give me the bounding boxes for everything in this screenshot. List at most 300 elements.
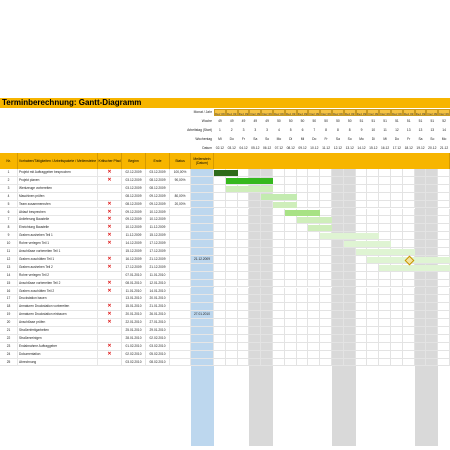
timeline-grid-cell[interactable]: [261, 201, 273, 209]
timeline-grid-cell[interactable]: [261, 256, 273, 264]
timeline-grid-cell[interactable]: [356, 256, 368, 264]
timeline-grid-cell[interactable]: [320, 272, 332, 280]
task-row[interactable]: [0, 359, 450, 367]
timeline-grid-cell[interactable]: [367, 359, 379, 367]
timeline-grid-cell[interactable]: [297, 303, 309, 311]
timeline-grid-cell[interactable]: [308, 311, 320, 319]
task-begin-cell[interactable]: 09.12.2009: [122, 216, 146, 224]
timeline-grid-cell[interactable]: [226, 359, 238, 367]
timeline-grid-cell[interactable]: [379, 351, 391, 359]
timeline-grid-cell[interactable]: [356, 216, 368, 224]
timeline-grid-cell[interactable]: [403, 295, 415, 303]
task-begin-cell[interactable]: 03.12.2009: [122, 177, 146, 185]
timeline-grid-cell[interactable]: [426, 177, 438, 185]
timeline-grid-cell[interactable]: [438, 311, 450, 319]
timeline-grid-cell[interactable]: [426, 327, 438, 335]
timeline-grid-cell[interactable]: [214, 351, 226, 359]
timeline-grid-cell[interactable]: [332, 272, 344, 280]
col-task-header[interactable]: Vorhaben/Tätigkeiten / Arbeitspakete / Meilensteine: [18, 153, 98, 169]
timeline-grid-cell[interactable]: [391, 351, 403, 359]
timeline-grid-cell[interactable]: [320, 319, 332, 327]
task-name-cell[interactable]: Graben zuschütten Teil 1: [18, 256, 98, 264]
timeline-grid-cell[interactable]: [214, 335, 226, 343]
timeline-grid-cell[interactable]: [226, 193, 238, 201]
task-status-cell[interactable]: [170, 343, 191, 351]
task-ms-cell[interactable]: 27.01.2010: [191, 311, 214, 319]
timeline-grid-cell[interactable]: [391, 359, 403, 367]
task-end-cell[interactable]: 26.01.2010: [146, 311, 170, 319]
timeline-grid-cell[interactable]: [379, 177, 391, 185]
timeline-grid-cell[interactable]: [273, 232, 285, 240]
timeline-grid-cell[interactable]: [332, 319, 344, 327]
task-crit-cell[interactable]: [98, 272, 122, 280]
timeline-grid-cell[interactable]: [285, 295, 297, 303]
timeline-grid-cell[interactable]: [391, 232, 403, 240]
task-name-cell[interactable]: Werkzeuge vorbereiten: [18, 185, 98, 193]
timeline-grid-cell[interactable]: [438, 201, 450, 209]
task-begin-cell[interactable]: 15.12.2009: [122, 248, 146, 256]
timeline-grid-cell[interactable]: [332, 288, 344, 296]
task-row[interactable]: [0, 193, 450, 201]
timeline-grid-cell[interactable]: [415, 216, 427, 224]
task-begin-cell[interactable]: 03.02.2010: [122, 359, 146, 367]
timeline-grid-cell[interactable]: [367, 295, 379, 303]
timeline-grid-cell[interactable]: [297, 295, 309, 303]
timeline-grid-cell[interactable]: [261, 359, 273, 367]
timeline-grid-cell[interactable]: [308, 288, 320, 296]
task-ms-cell[interactable]: [191, 209, 214, 217]
timeline-grid-cell[interactable]: [308, 232, 320, 240]
timeline-grid-cell[interactable]: [367, 272, 379, 280]
task-begin-cell[interactable]: 10.12.2009: [122, 224, 146, 232]
timeline-grid-cell[interactable]: [226, 248, 238, 256]
timeline-grid-cell[interactable]: [403, 343, 415, 351]
timeline-grid-cell[interactable]: [214, 359, 226, 367]
task-crit-cell[interactable]: [98, 327, 122, 335]
timeline-grid-cell[interactable]: [426, 240, 438, 248]
timeline-grid-cell[interactable]: [356, 327, 368, 335]
timeline-grid-cell[interactable]: [273, 185, 285, 193]
timeline-grid-cell[interactable]: [297, 201, 309, 209]
timeline-grid-cell[interactable]: [332, 201, 344, 209]
timeline-grid-cell[interactable]: [273, 169, 285, 177]
timeline-grid-cell[interactable]: [379, 209, 391, 217]
task-nr-cell[interactable]: 14: [0, 272, 18, 280]
task-ms-cell[interactable]: [191, 280, 214, 288]
timeline-grid-cell[interactable]: [285, 343, 297, 351]
task-crit-cell[interactable]: ✕: [98, 343, 122, 351]
timeline-grid-cell[interactable]: [261, 327, 273, 335]
task-crit-cell[interactable]: ✕: [98, 232, 122, 240]
task-end-cell[interactable]: 09.12.2009: [146, 201, 170, 209]
task-name-cell[interactable]: Armaturen Druckstation vorbereiten: [18, 303, 98, 311]
task-begin-cell[interactable]: 14.12.2009: [122, 240, 146, 248]
timeline-grid-cell[interactable]: [273, 335, 285, 343]
task-ms-cell[interactable]: [191, 327, 214, 335]
timeline-grid-cell[interactable]: [214, 185, 226, 193]
timeline-grid-cell[interactable]: [415, 272, 427, 280]
task-nr-cell[interactable]: 21: [0, 327, 18, 335]
timeline-grid-cell[interactable]: [426, 319, 438, 327]
task-status-cell[interactable]: 100,00%: [170, 169, 191, 177]
task-ms-cell[interactable]: 21.12.2009: [191, 256, 214, 264]
timeline-grid-cell[interactable]: [332, 193, 344, 201]
timeline-grid-cell[interactable]: [249, 288, 261, 296]
timeline-grid-cell[interactable]: [415, 248, 427, 256]
timeline-grid-cell[interactable]: [415, 295, 427, 303]
timeline-grid-cell[interactable]: [226, 256, 238, 264]
timeline-grid-cell[interactable]: [273, 343, 285, 351]
task-row[interactable]: [0, 351, 450, 359]
task-crit-cell[interactable]: ✕: [98, 240, 122, 248]
timeline-grid-cell[interactable]: [226, 272, 238, 280]
timeline-grid-cell[interactable]: [344, 256, 356, 264]
task-begin-cell[interactable]: 08.12.2009: [122, 193, 146, 201]
task-row[interactable]: [0, 224, 450, 232]
timeline-grid-cell[interactable]: [367, 185, 379, 193]
timeline-grid-cell[interactable]: [403, 272, 415, 280]
task-end-cell[interactable]: 17.12.2009: [146, 240, 170, 248]
task-status-cell[interactable]: 20,00%: [170, 201, 191, 209]
timeline-grid-cell[interactable]: [214, 288, 226, 296]
timeline-grid-cell[interactable]: [344, 177, 356, 185]
timeline-grid-cell[interactable]: [438, 335, 450, 343]
task-name-cell[interactable]: Projekt planen: [18, 177, 98, 185]
timeline-grid-cell[interactable]: [320, 311, 332, 319]
task-row[interactable]: [0, 335, 450, 343]
timeline-grid-cell[interactable]: [320, 201, 332, 209]
task-end-cell[interactable]: 03.12.2009: [146, 169, 170, 177]
timeline-grid-cell[interactable]: [261, 295, 273, 303]
timeline-grid-cell[interactable]: [308, 280, 320, 288]
timeline-grid-cell[interactable]: [285, 224, 297, 232]
timeline-grid-cell[interactable]: [415, 288, 427, 296]
timeline-grid-cell[interactable]: [403, 351, 415, 359]
timeline-grid-cell[interactable]: [426, 351, 438, 359]
timeline-grid-cell[interactable]: [367, 201, 379, 209]
timeline-grid-cell[interactable]: [391, 303, 403, 311]
task-name-cell[interactable]: Einrichtung Baustelle: [18, 224, 98, 232]
timeline-grid-cell[interactable]: [403, 288, 415, 296]
task-begin-cell[interactable]: 08.01.2010: [122, 280, 146, 288]
timeline-grid-cell[interactable]: [367, 335, 379, 343]
task-name-cell[interactable]: Maschinen prüfen: [18, 193, 98, 201]
timeline-grid-cell[interactable]: [415, 303, 427, 311]
timeline-grid-cell[interactable]: [379, 280, 391, 288]
timeline-grid-cell[interactable]: [308, 193, 320, 201]
timeline-grid-cell[interactable]: [403, 311, 415, 319]
task-nr-cell[interactable]: 20: [0, 319, 18, 327]
timeline-grid-cell[interactable]: [332, 351, 344, 359]
timeline-grid-cell[interactable]: [249, 240, 261, 248]
task-end-cell[interactable]: 09.12.2009: [146, 193, 170, 201]
task-status-cell[interactable]: [170, 288, 191, 296]
timeline-grid-cell[interactable]: [297, 343, 309, 351]
timeline-grid-cell[interactable]: [297, 232, 309, 240]
timeline-grid-cell[interactable]: [285, 327, 297, 335]
timeline-grid-cell[interactable]: [344, 280, 356, 288]
timeline-grid-cell[interactable]: [226, 288, 238, 296]
timeline-grid-cell[interactable]: [391, 216, 403, 224]
timeline-grid-cell[interactable]: [403, 335, 415, 343]
task-ms-cell[interactable]: [191, 272, 214, 280]
task-ms-cell[interactable]: [191, 343, 214, 351]
task-crit-cell[interactable]: ✕: [98, 319, 122, 327]
task-nr-cell[interactable]: 6: [0, 209, 18, 217]
timeline-grid-cell[interactable]: [226, 319, 238, 327]
timeline-grid-cell[interactable]: [415, 343, 427, 351]
task-nr-cell[interactable]: 5: [0, 201, 18, 209]
timeline-grid-cell[interactable]: [426, 209, 438, 217]
timeline-grid-cell[interactable]: [320, 177, 332, 185]
timeline-grid-cell[interactable]: [297, 327, 309, 335]
timeline-grid-cell[interactable]: [285, 351, 297, 359]
timeline-grid-cell[interactable]: [226, 240, 238, 248]
timeline-grid-cell[interactable]: [332, 359, 344, 367]
timeline-grid-cell[interactable]: [344, 248, 356, 256]
timeline-grid-cell[interactable]: [320, 280, 332, 288]
timeline-grid-cell[interactable]: [367, 319, 379, 327]
timeline-grid-cell[interactable]: [344, 201, 356, 209]
timeline-grid-cell[interactable]: [344, 224, 356, 232]
timeline-grid-cell[interactable]: [356, 177, 368, 185]
timeline-grid-cell[interactable]: [273, 240, 285, 248]
task-row[interactable]: [0, 272, 450, 280]
timeline-grid-cell[interactable]: [344, 351, 356, 359]
timeline-grid-cell[interactable]: [344, 319, 356, 327]
timeline-grid-cell[interactable]: [391, 295, 403, 303]
task-row[interactable]: [0, 303, 450, 311]
timeline-grid-cell[interactable]: [308, 319, 320, 327]
task-end-cell[interactable]: 21.12.2009: [146, 256, 170, 264]
timeline-grid-cell[interactable]: [214, 264, 226, 272]
timeline-grid-cell[interactable]: [308, 303, 320, 311]
timeline-grid-cell[interactable]: [379, 201, 391, 209]
task-nr-cell[interactable]: 22: [0, 335, 18, 343]
task-row[interactable]: [0, 343, 450, 351]
timeline-grid-cell[interactable]: [261, 232, 273, 240]
timeline-grid-cell[interactable]: [438, 209, 450, 217]
task-nr-cell[interactable]: 12: [0, 256, 18, 264]
timeline-grid-cell[interactable]: [332, 216, 344, 224]
timeline-grid-cell[interactable]: [285, 359, 297, 367]
timeline-grid-cell[interactable]: [249, 264, 261, 272]
timeline-grid-cell[interactable]: [308, 185, 320, 193]
timeline-grid-cell[interactable]: [308, 351, 320, 359]
col-status-header[interactable]: Status: [170, 153, 191, 169]
timeline-grid-cell[interactable]: [308, 177, 320, 185]
timeline-grid-cell[interactable]: [379, 335, 391, 343]
task-nr-cell[interactable]: 19: [0, 311, 18, 319]
task-status-cell[interactable]: [170, 264, 191, 272]
timeline-grid-cell[interactable]: [415, 319, 427, 327]
task-begin-cell[interactable]: 22.01.2010: [122, 319, 146, 327]
timeline-grid-cell[interactable]: [415, 311, 427, 319]
task-end-cell[interactable]: 10.12.2009: [146, 216, 170, 224]
timeline-grid-cell[interactable]: [391, 201, 403, 209]
task-ms-cell[interactable]: [191, 177, 214, 185]
timeline-grid-cell[interactable]: [356, 335, 368, 343]
timeline-grid-cell[interactable]: [249, 248, 261, 256]
timeline-grid-cell[interactable]: [438, 177, 450, 185]
timeline-grid-cell[interactable]: [238, 248, 250, 256]
task-crit-cell[interactable]: ✕: [98, 201, 122, 209]
task-end-cell[interactable]: 12.01.2010: [146, 280, 170, 288]
timeline-grid-cell[interactable]: [415, 280, 427, 288]
timeline-grid-cell[interactable]: [356, 224, 368, 232]
timeline-grid-cell[interactable]: [238, 169, 250, 177]
timeline-grid-cell[interactable]: [332, 280, 344, 288]
task-end-cell[interactable]: 10.12.2009: [146, 209, 170, 217]
timeline-grid-cell[interactable]: [367, 209, 379, 217]
timeline-grid-cell[interactable]: [273, 327, 285, 335]
timeline-grid-cell[interactable]: [226, 311, 238, 319]
task-end-cell[interactable]: 21.12.2009: [146, 264, 170, 272]
timeline-grid-cell[interactable]: [273, 264, 285, 272]
task-status-cell[interactable]: [170, 311, 191, 319]
task-end-cell[interactable]: 14.01.2010: [146, 288, 170, 296]
timeline-grid-cell[interactable]: [426, 311, 438, 319]
timeline-grid-cell[interactable]: [426, 288, 438, 296]
timeline-grid-cell[interactable]: [273, 319, 285, 327]
timeline-grid-cell[interactable]: [273, 311, 285, 319]
timeline-grid-cell[interactable]: [344, 335, 356, 343]
timeline-grid-cell[interactable]: [332, 248, 344, 256]
task-nr-cell[interactable]: 10: [0, 240, 18, 248]
timeline-grid-cell[interactable]: [261, 169, 273, 177]
timeline-grid-cell[interactable]: [403, 216, 415, 224]
timeline-grid-cell[interactable]: [391, 280, 403, 288]
task-ms-cell[interactable]: [191, 169, 214, 177]
task-begin-cell[interactable]: 28.01.2010: [122, 335, 146, 343]
timeline-grid-cell[interactable]: [379, 327, 391, 335]
timeline-grid-cell[interactable]: [273, 177, 285, 185]
task-nr-cell[interactable]: 25: [0, 359, 18, 367]
timeline-grid-cell[interactable]: [308, 295, 320, 303]
timeline-grid-cell[interactable]: [320, 185, 332, 193]
timeline-grid-cell[interactable]: [344, 295, 356, 303]
timeline-grid-cell[interactable]: [320, 169, 332, 177]
timeline-grid-cell[interactable]: [297, 272, 309, 280]
timeline-grid-cell[interactable]: [238, 327, 250, 335]
timeline-grid-cell[interactable]: [391, 343, 403, 351]
col-critical-header[interactable]: Kritischer Pfad: [98, 153, 122, 169]
timeline-grid-cell[interactable]: [356, 295, 368, 303]
timeline-grid-cell[interactable]: [261, 248, 273, 256]
timeline-grid-cell[interactable]: [285, 232, 297, 240]
timeline-grid-cell[interactable]: [214, 177, 226, 185]
task-nr-cell[interactable]: 13: [0, 264, 18, 272]
task-status-cell[interactable]: [170, 319, 191, 327]
timeline-grid-cell[interactable]: [344, 343, 356, 351]
timeline-grid-cell[interactable]: [391, 272, 403, 280]
timeline-grid-cell[interactable]: [320, 193, 332, 201]
timeline-grid-cell[interactable]: [367, 169, 379, 177]
timeline-grid-cell[interactable]: [332, 177, 344, 185]
timeline-grid-cell[interactable]: [426, 335, 438, 343]
timeline-grid-cell[interactable]: [356, 272, 368, 280]
timeline-grid-cell[interactable]: [320, 248, 332, 256]
timeline-grid-cell[interactable]: [379, 311, 391, 319]
timeline-grid-cell[interactable]: [273, 224, 285, 232]
timeline-grid-cell[interactable]: [285, 216, 297, 224]
timeline-grid-cell[interactable]: [391, 327, 403, 335]
task-status-cell[interactable]: [170, 185, 191, 193]
timeline-grid-cell[interactable]: [285, 303, 297, 311]
timeline-grid-cell[interactable]: [332, 335, 344, 343]
task-ms-cell[interactable]: [191, 288, 214, 296]
timeline-grid-cell[interactable]: [214, 272, 226, 280]
timeline-grid-cell[interactable]: [344, 288, 356, 296]
timeline-grid-cell[interactable]: [356, 209, 368, 217]
task-ms-cell[interactable]: [191, 240, 214, 248]
task-begin-cell[interactable]: 25.01.2010: [122, 327, 146, 335]
task-crit-cell[interactable]: ✕: [98, 209, 122, 217]
task-row[interactable]: [0, 201, 450, 209]
timeline-grid-cell[interactable]: [379, 216, 391, 224]
task-row[interactable]: [0, 209, 450, 217]
timeline-grid-cell[interactable]: [344, 303, 356, 311]
timeline-grid-cell[interactable]: [403, 209, 415, 217]
timeline-grid-cell[interactable]: [356, 280, 368, 288]
task-name-cell[interactable]: Dokumentation: [18, 351, 98, 359]
task-begin-cell[interactable]: 15.01.2010: [122, 303, 146, 311]
timeline-grid-cell[interactable]: [415, 327, 427, 335]
timeline-grid-cell[interactable]: [308, 248, 320, 256]
timeline-grid-cell[interactable]: [438, 185, 450, 193]
task-ms-cell[interactable]: [191, 224, 214, 232]
timeline-grid-cell[interactable]: [426, 272, 438, 280]
task-crit-cell[interactable]: ✕: [98, 311, 122, 319]
timeline-grid-cell[interactable]: [261, 319, 273, 327]
timeline-grid-cell[interactable]: [273, 359, 285, 367]
timeline-grid-cell[interactable]: [214, 319, 226, 327]
task-crit-cell[interactable]: ✕: [98, 169, 122, 177]
timeline-grid-cell[interactable]: [273, 295, 285, 303]
timeline-grid-cell[interactable]: [356, 185, 368, 193]
timeline-grid-cell[interactable]: [249, 295, 261, 303]
task-row[interactable]: [0, 311, 450, 319]
task-status-cell[interactable]: [170, 335, 191, 343]
timeline-grid-cell[interactable]: [426, 224, 438, 232]
timeline-grid-cell[interactable]: [344, 272, 356, 280]
timeline-grid-cell[interactable]: [356, 319, 368, 327]
timeline-grid-cell[interactable]: [320, 256, 332, 264]
timeline-grid-cell[interactable]: [391, 224, 403, 232]
timeline-grid-cell[interactable]: [320, 327, 332, 335]
timeline-grid-cell[interactable]: [226, 327, 238, 335]
timeline-grid-cell[interactable]: [297, 288, 309, 296]
timeline-grid-cell[interactable]: [379, 343, 391, 351]
task-begin-cell[interactable]: 17.12.2009: [122, 264, 146, 272]
task-name-cell[interactable]: Graben ausheben Teil 2: [18, 264, 98, 272]
timeline-grid-cell[interactable]: [226, 216, 238, 224]
task-row[interactable]: [0, 295, 450, 303]
timeline-grid-cell[interactable]: [261, 224, 273, 232]
timeline-grid-cell[interactable]: [249, 280, 261, 288]
timeline-grid-cell[interactable]: [415, 193, 427, 201]
timeline-grid-cell[interactable]: [426, 280, 438, 288]
timeline-grid-cell[interactable]: [297, 319, 309, 327]
timeline-grid-cell[interactable]: [426, 232, 438, 240]
timeline-grid-cell[interactable]: [297, 280, 309, 288]
timeline-grid-cell[interactable]: [415, 201, 427, 209]
timeline-grid-cell[interactable]: [261, 264, 273, 272]
task-crit-cell[interactable]: [98, 248, 122, 256]
task-row[interactable]: [0, 280, 450, 288]
timeline-grid-cell[interactable]: [249, 209, 261, 217]
timeline-grid-cell[interactable]: [415, 335, 427, 343]
